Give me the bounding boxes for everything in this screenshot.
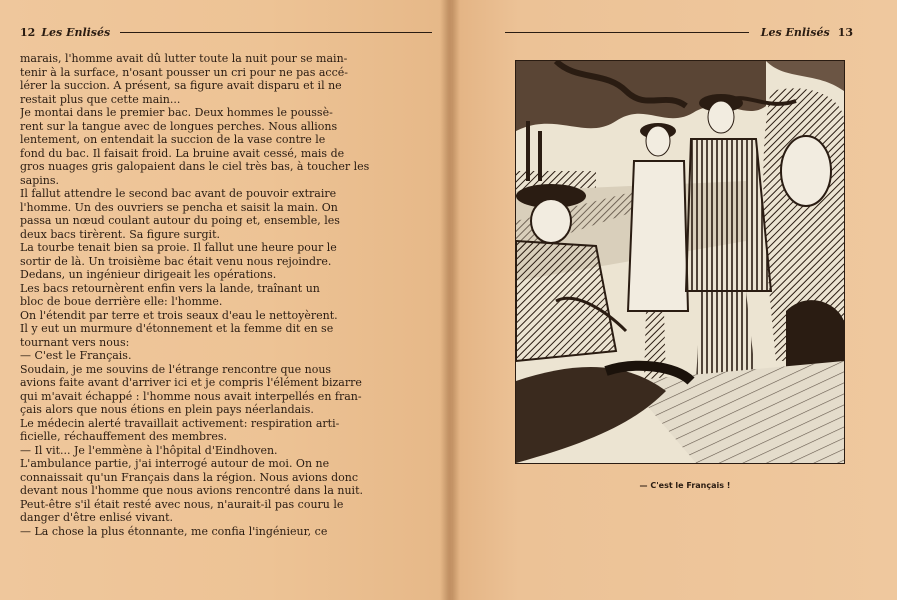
illustration-drawing [516, 61, 844, 463]
text-line: L'ambulance partie, j'ai interrogé autour de moi. On ne [20, 457, 330, 470]
left-running-title: Les Enlisés [41, 25, 111, 39]
left-header-rule [120, 32, 432, 33]
text-line: Il y eut un murmure d'étonnement et la femme dit en se [20, 322, 334, 335]
text-line: devant nous l'homme que nous avions rencontré dans la nuit. [20, 484, 363, 497]
text-line: lentement, on entendait la succion de la vase contre le [20, 133, 326, 146]
text-line: Le médecin alerté travaillait activement: respiration arti- [20, 416, 340, 430]
left-page-header [20, 24, 438, 40]
text-line: Les bacs retournèrent enfin vers la lande, traînant un [20, 281, 320, 295]
illustration [515, 60, 845, 464]
text-line: passa un nœud coulant autour du poing et, ensemble, les [20, 214, 340, 227]
text-line: Dedans, un ingénieur dirigeait les opérations. [20, 268, 277, 281]
left-page-number: 12 [20, 25, 36, 39]
illustration-caption: — C'est le Français ! [639, 481, 731, 490]
text-line: qui m'avait échappé : l'homme nous avait interpellés en fran- [20, 389, 362, 403]
right-running-title: Les Enlisés [760, 25, 830, 39]
text-line: Peut-être s'il était resté avec nous, n'aurait-il pas couru le [20, 497, 344, 511]
left-page-body-text [20, 52, 392, 538]
right-page-number: 13 [837, 25, 853, 39]
text-line: restait plus que cette main... [20, 92, 181, 106]
text-line: gros nuages gris galopaient dans le ciel très bas, à toucher les [20, 160, 370, 173]
text-line: ficielle, réchauffement des membres. [20, 430, 228, 443]
text-line: tenir à la surface, n'osant pousser un cri pour ne pas accé- [20, 65, 348, 79]
text-line: sortir de là. Un troisième bac était venu nous rejoindre. [20, 254, 332, 268]
text-line: çais alors que nous étions en plein pays néerlandais. [20, 403, 314, 416]
text-line: avions faite avant d'arriver ici et je compris l'élément bizarre [20, 376, 362, 389]
right-page-header [505, 24, 853, 40]
text-line: Soudain, je me souvins de l'étrange rencontre que nous [20, 362, 332, 376]
text-line: Il fallut attendre le second bac avant de pouvoir extraire [20, 187, 337, 200]
text-line: — C'est le Français. [20, 349, 132, 362]
text-line: danger d'être enlisé vivant. [20, 511, 174, 524]
text-line: — La chose la plus étonnante, me confia l'ingénieur, ce [20, 524, 328, 538]
text-line: fond du bac. Il faisait froid. La bruine avait cessé, mais de [20, 146, 345, 160]
text-line: connaissait qu'un Français dans la région. Nous avions donc [20, 470, 358, 484]
book-gutter [440, 0, 460, 600]
text-line: sapins. [20, 173, 59, 187]
text-line: l'homme. Un des ouvriers se pencha et saisit la main. On [20, 200, 338, 214]
text-line: — Il vit... Je l'emmène à l'hôpital d'Eindhoven. [20, 443, 278, 457]
right-header-rule [505, 32, 749, 33]
text-line: lérer la succion. A présent, sa figure avait disparu et il ne [20, 79, 342, 92]
text-line: deux bacs tirèrent. Sa figure surgit. [20, 227, 220, 241]
text-line: Je montai dans le premier bac. Deux hommes le poussè- [20, 106, 333, 119]
text-line: rent sur la tangue avec de longues perches. Nous allions [20, 119, 338, 133]
text-line: La tourbe tenait bien sa proie. Il fallut une heure pour le [20, 241, 337, 254]
text-line: On l'étendit par terre et trois seaux d'eau le nettoyèrent. [20, 308, 338, 322]
text-line: tournant vers nous: [20, 335, 130, 349]
text-line: bloc de boue derrière elle: l'homme. [20, 295, 223, 308]
text-line: marais, l'homme avait dû lutter toute la nuit pour se main- [20, 52, 348, 65]
